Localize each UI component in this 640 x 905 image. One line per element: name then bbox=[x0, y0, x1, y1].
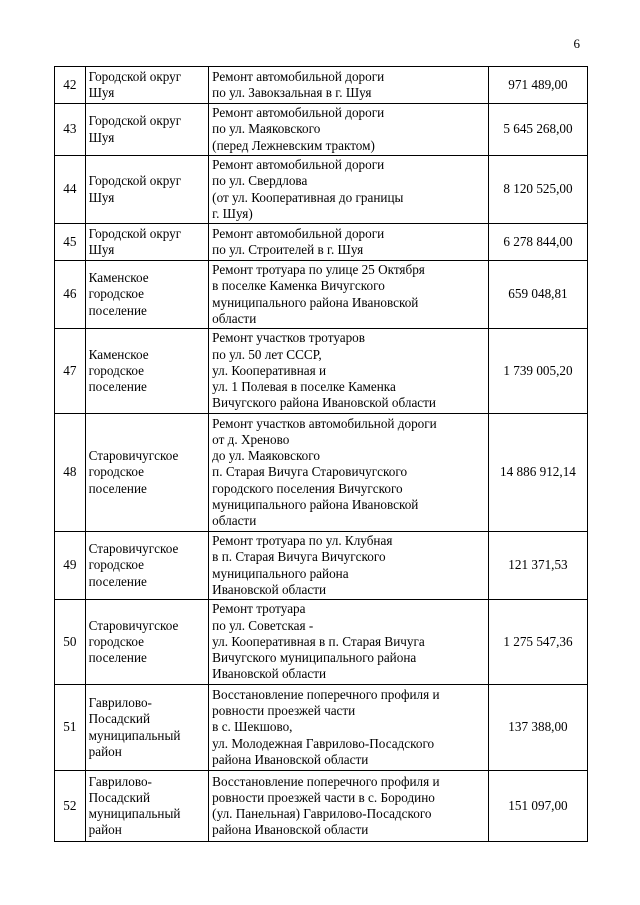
municipality-cell bbox=[85, 532, 209, 600]
description-line: Ремонт автомобильной дороги bbox=[212, 157, 385, 173]
description-line: Восстановление поперечного профиля и bbox=[212, 686, 440, 702]
municipality-line: городское bbox=[88, 557, 145, 573]
description-line: муниципального района Ивановской bbox=[212, 294, 419, 310]
municipality-line: муниципальный bbox=[88, 806, 181, 821]
description-line: ул. Кооперативная и bbox=[212, 362, 327, 378]
description-line: по ул. Свердлова bbox=[212, 173, 308, 189]
table-row bbox=[55, 685, 588, 771]
description-line: Ремонт автомобильной дороги bbox=[212, 225, 385, 241]
description-cell bbox=[209, 261, 489, 329]
description-line: по ул. Строителей в г. Шуя bbox=[212, 242, 364, 257]
page-number: 6 bbox=[573, 36, 580, 51]
description-line: области bbox=[212, 513, 257, 528]
description-line: (ул. Панельная) Гаврилово-Посадского bbox=[212, 806, 432, 821]
description-line: по ул. 50 лет СССР, bbox=[212, 346, 322, 362]
description-cell bbox=[209, 414, 489, 532]
amount-cell: 137 388,00 bbox=[488, 685, 587, 771]
municipality-cell bbox=[85, 600, 209, 685]
description-line: по ул. Завокзальная в г. Шуя bbox=[212, 85, 372, 100]
description-cell bbox=[209, 329, 489, 414]
description-line: от д. Хреново bbox=[212, 431, 290, 447]
row-number: 52 bbox=[55, 771, 86, 842]
row-number: 46 bbox=[55, 261, 86, 329]
amount-cell: 6 278 844,00 bbox=[488, 224, 587, 261]
description-cell bbox=[209, 532, 489, 600]
description-line: Ремонт участков тротуаров bbox=[212, 330, 366, 346]
description-cell bbox=[209, 156, 489, 224]
description-line: (от ул. Кооперативная до границы bbox=[212, 189, 404, 205]
description-line: в п. Старая Вичуга Вичугского bbox=[212, 549, 386, 565]
municipality-cell bbox=[85, 685, 209, 771]
description-cell bbox=[209, 67, 489, 104]
description-cell bbox=[209, 600, 489, 685]
municipality-line: Каменское bbox=[88, 346, 149, 362]
table-row bbox=[55, 156, 588, 224]
municipality-line: район bbox=[88, 822, 122, 838]
description-line: Восстановление поперечного профиля и bbox=[212, 773, 440, 789]
row-number: 42 bbox=[55, 67, 86, 104]
municipality-cell bbox=[85, 329, 209, 414]
municipality-cell bbox=[85, 104, 209, 156]
municipality-cell bbox=[85, 414, 209, 532]
description-line: Ивановской области bbox=[212, 666, 327, 682]
municipality-line: Посадский bbox=[88, 789, 151, 805]
municipality-line: Шуя bbox=[88, 129, 115, 145]
description-cell bbox=[209, 685, 489, 771]
budget-table bbox=[54, 66, 588, 842]
description-line: ровности проезжей части в с. Бородино bbox=[212, 789, 435, 805]
description-line: Ремонт тротуара по ул. Клубная bbox=[212, 533, 393, 549]
description-line: городского поселения Вичугского bbox=[212, 480, 403, 496]
description-line: ул. Молодежная Гаврилово-Посадского bbox=[212, 735, 435, 751]
row-number: 45 bbox=[55, 224, 86, 261]
table-row bbox=[55, 414, 588, 532]
municipality-line: поселение bbox=[88, 379, 147, 395]
municipality-line: городское bbox=[88, 633, 145, 649]
description-line: Ремонт автомобильной дороги bbox=[212, 105, 385, 121]
description-line: в с. Шекшово, bbox=[212, 719, 293, 735]
description-line: муниципального района Ивановской bbox=[212, 496, 419, 512]
municipality-line: муниципальный bbox=[88, 727, 181, 743]
table-body bbox=[55, 67, 588, 842]
table-row bbox=[55, 600, 588, 685]
description-line: ул. Кооперативная в п. Старая Вичуга bbox=[212, 633, 425, 649]
description-line: до ул. Маяковского bbox=[212, 448, 320, 464]
description-line: Ремонт автомобильной дороги bbox=[212, 68, 385, 84]
description-line: г. Шуя) bbox=[212, 205, 253, 221]
amount-cell: 971 489,00 bbox=[488, 67, 587, 104]
row-number: 48 bbox=[55, 414, 86, 532]
municipality-cell bbox=[85, 156, 209, 224]
municipality-line: поселение bbox=[88, 480, 147, 496]
municipality-line: городское bbox=[88, 464, 145, 480]
municipality-line: поселение bbox=[88, 573, 147, 589]
description-cell bbox=[209, 771, 489, 842]
municipality-line: Каменское bbox=[88, 270, 149, 286]
table-row bbox=[55, 771, 588, 842]
municipality-line: Старовичугское bbox=[88, 617, 179, 633]
municipality-line: Шуя bbox=[88, 85, 115, 100]
amount-cell: 1 275 547,36 bbox=[488, 600, 587, 685]
description-line: (перед Лежневским трактом) bbox=[212, 137, 375, 153]
description-line: ул. 1 Полевая в поселке Каменка bbox=[212, 379, 396, 395]
municipality-line: Городской округ bbox=[88, 225, 182, 241]
row-number: 44 bbox=[55, 156, 86, 224]
description-line: района Ивановской области bbox=[212, 822, 369, 838]
municipality-cell bbox=[85, 261, 209, 329]
municipality-line: городское bbox=[88, 362, 145, 378]
amount-cell: 1 739 005,20 bbox=[488, 329, 587, 414]
municipality-line: Посадский bbox=[88, 711, 151, 727]
municipality-cell bbox=[85, 771, 209, 842]
municipality-line: городское bbox=[88, 286, 145, 302]
municipality-line: Шуя bbox=[88, 242, 115, 257]
row-number: 47 bbox=[55, 329, 86, 414]
table-row bbox=[55, 224, 588, 261]
description-line: области bbox=[212, 310, 257, 326]
table-row bbox=[55, 532, 588, 600]
description-line: Вичугского муниципального района bbox=[212, 650, 417, 666]
municipality-line: Гаврилово- bbox=[88, 773, 152, 789]
description-line: Ремонт участков автомобильной дороги bbox=[212, 415, 437, 431]
amount-cell: 5 645 268,00 bbox=[488, 104, 587, 156]
amount-cell: 121 371,53 bbox=[488, 532, 587, 600]
municipality-line: Городской округ bbox=[88, 173, 182, 189]
table-row bbox=[55, 67, 588, 104]
table-row bbox=[55, 329, 588, 414]
description-line: в поселке Каменка Вичугского bbox=[212, 278, 385, 294]
description-line: по ул. Маяковского bbox=[212, 121, 321, 137]
description-line: Ивановской области bbox=[212, 581, 327, 597]
municipality-line: Шуя bbox=[88, 189, 115, 205]
description-line: района Ивановской области bbox=[212, 751, 369, 767]
municipality-line: Старовичугское bbox=[88, 448, 179, 464]
description-line: Ремонт тротуара по улице 25 Октября bbox=[212, 262, 425, 278]
row-number: 51 bbox=[55, 685, 86, 771]
amount-cell: 151 097,00 bbox=[488, 771, 587, 842]
municipality-line: Старовичугское bbox=[88, 541, 179, 557]
municipality-line: поселение bbox=[88, 650, 147, 666]
amount-cell: 8 120 525,00 bbox=[488, 156, 587, 224]
description-line: ровности проезжей части bbox=[212, 703, 356, 719]
municipality-cell bbox=[85, 224, 209, 261]
description-cell bbox=[209, 224, 489, 261]
municipality-line: Гаврилово- bbox=[88, 695, 152, 711]
municipality-line: Городской округ bbox=[88, 68, 182, 84]
description-line: по ул. Советская - bbox=[212, 617, 314, 633]
amount-cell: 14 886 912,14 bbox=[488, 414, 587, 532]
table-row bbox=[55, 261, 588, 329]
row-number: 50 bbox=[55, 600, 86, 685]
municipality-line: район bbox=[88, 743, 122, 759]
municipality-cell bbox=[85, 67, 209, 104]
municipality-line: Городской округ bbox=[88, 113, 182, 129]
description-cell bbox=[209, 104, 489, 156]
description-line: Ремонт тротуара bbox=[212, 601, 306, 617]
description-line: Вичугского района Ивановской области bbox=[212, 395, 436, 411]
row-number: 43 bbox=[55, 104, 86, 156]
table-row bbox=[55, 104, 588, 156]
description-line: п. Старая Вичуга Старовичугского bbox=[212, 464, 408, 480]
description-line: муниципального района bbox=[212, 565, 349, 581]
municipality-line: поселение bbox=[88, 302, 147, 318]
row-number: 49 bbox=[55, 532, 86, 600]
amount-cell: 659 048,81 bbox=[488, 261, 587, 329]
